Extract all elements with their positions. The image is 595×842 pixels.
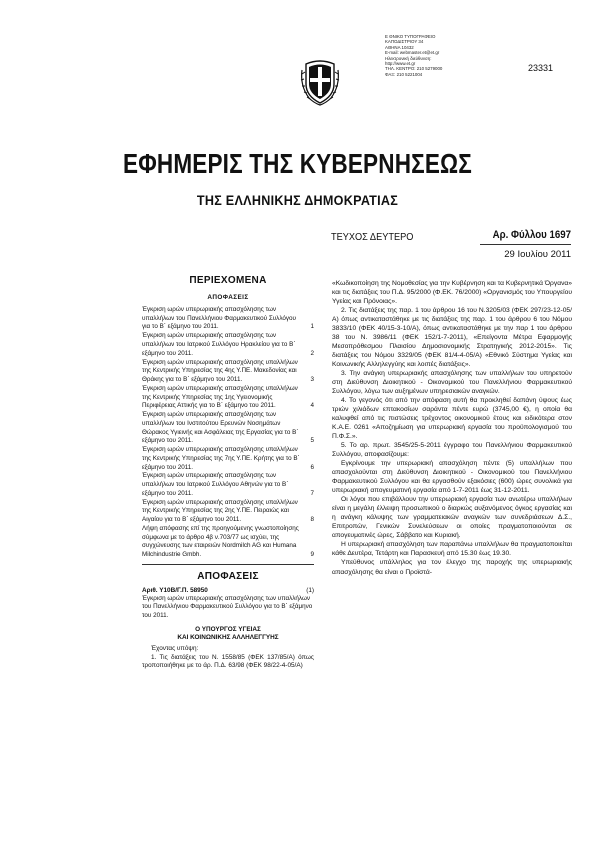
toc-item-page: 9 — [310, 551, 314, 559]
header-divider — [480, 244, 571, 245]
toc-item[interactable] — [142, 411, 314, 446]
body-paragraph: Υπεύθυνος υπάλληλος για τον έλεγχο της παροχής της υπερωριακής απασχόλησης θα είναι ο Προϊστά- — [332, 559, 572, 576]
publisher-line: ΦΑΞ: 210 5221004 — [385, 71, 423, 77]
toc-item[interactable] — [142, 472, 314, 498]
body-paragraph: 5. Το αρ. πρωτ. 3545/25-5-2011 έγγραφο του Πανελλήνιου Φαρμακευτικού Συλλόγου, αποφασίζουμε: — [332, 442, 572, 459]
right-column — [332, 279, 572, 577]
toc-item-page: 6 — [310, 463, 314, 471]
decision-reference — [142, 587, 314, 595]
having-regard: Έχοντας υπόψη: — [151, 645, 199, 653]
toc-item-text: Έγκριση ωρών υπερωριακής απασχόλησης των υπαλλήλων του Ινστιτούτου Ερευνών Νοσημάτων Θώρακος Υγιεινής και Ασφάλειας της Εργασίας για το Β΄ εξάμηνο του 2011. — [142, 411, 299, 445]
greek-coat-of-arms-icon — [299, 56, 341, 106]
authority-title — [142, 626, 314, 642]
toc-divider — [142, 564, 314, 565]
toc-title: ΠΕΡΙΕΧΟΜΕΝΑ — [189, 275, 267, 286]
body-paragraph: 3. Την ανάγκη υπερωριακής απασχόλησης των υπαλλήλων του υπηρετούν στη Διεύθυνση Διοικητικού - Οικονομικού του Πανελλήνιου Φαρμακευτικού Συλλόγου, λόγω των αυξημένων υπηρεσιακών αναγκών. — [332, 370, 572, 396]
toc-item-text: Έγκριση ωρών υπερωριακής απασχόλησης των υπαλλήλων του Ιατρικού Συλλόγου Αθηνών για το Β΄ εξάμηνο του 2011. — [142, 472, 289, 497]
toc-item-page: 3 — [310, 376, 314, 383]
toc-item[interactable] — [142, 499, 314, 525]
toc-item[interactable] — [142, 332, 314, 358]
toc-item-text: Έγκριση ωρών υπερωριακής απασχόλησης υπαλλήλων της Κεντρικής Υπηρεσίας της 2ης Υ.ΠΕ. Πειραιώς και Αιγαίου για το Β΄ εξάμηνο του 2011. — [142, 498, 298, 524]
body-paragraph: Εγκρίνουμε την υπερωριακή απασχόληση πέντε (5) υπαλλήλων που απασχολούνται στη Διεύθυνση Διοικητικού - Οικονομικού του Πανελλήνιου Φαρμακευτικού Συλλόγου και θα εργασθούν εξακόσιες (600) ώρες συνολικά για υπερωριακή απογευματινή εργασία από 1-7-2011 έως 31-12-2011. — [332, 460, 572, 495]
toc-item-text: Λήψη απόφασης επί της προηγούμενης γνωστοποίησης σύμφωνα με το άρθρο 4β ν.703/77 ως ισχύει, της συγχώνευσης των εταιρειών Nordmilch AG και Humana Milchindustrie Gmbh. — [142, 525, 299, 559]
publisher-line: http://www.et.gr — [385, 61, 416, 67]
toc-item-page: 5 — [310, 437, 314, 445]
publisher-line: ΑΘΗΝΑ 10432 — [385, 44, 414, 50]
toc-item[interactable] — [142, 306, 314, 332]
authority-line: ΚΑΙ ΚΟΙΝΩΝΙΚΗΣ ΑΛΛΗΛΕΓΓΥΗΣ — [177, 634, 279, 642]
publisher-box — [385, 34, 469, 77]
decision-ref-text: Αριθ. Υ10Β/Γ.Π. 58950 — [142, 586, 208, 594]
publisher-line: Ε-mail: webmaster.et@et.gr — [385, 50, 440, 56]
toc-item-text: Έγκριση ωρών υπερωριακής απασχόλησης των υπαλλήλων του Πανελλήνιου Φαρμακευτικού Συλλόγου για το Β΄ εξάμηνο του 2011. — [142, 306, 296, 331]
toc-item[interactable] — [142, 385, 314, 411]
gazette-title: ΕΦΗΜΕΡΙΣ ΤΗΣ ΚΥΒΕΡΝΗΣΕΩΣ — [122, 148, 473, 179]
page-number: 23331 — [528, 63, 554, 73]
sheet-number: Αρ. Φύλλου 1697 — [492, 229, 571, 241]
body-paragraph: 1. Τις διατάξεις του Ν. 1558/85 (ΦΕΚ 137/85/Α) όπως τροποποιήθηκε με το άρ. Π.Δ. 63/98 (ΦΕΚ 98/22-4-05/Α) — [142, 653, 314, 670]
gazette-subtitle: ΤΗΣ ΕΛΛΗΝΙΚΗΣ ΔΗΜΟΚΡΑΤΙΑΣ — [196, 192, 399, 208]
publisher-line: ΚΑΠΟΔΙΣΤΡΙΟΥ 34 — [385, 39, 424, 45]
issue-date: 29 Ιουλίου 2011 — [504, 249, 571, 260]
body-paragraph: 4. Το γεγονός ότι από την απόφαση αυτή θα προκληθεί δαπάνη ύψους έως τριών χιλιάδων επτακοσίων σαράντα πέντε ευρώ (3745,00 €), η οποία θα καλυφθεί από τις πιστώσεις τρέχοντος οικονομικού έτους και ειδικότερα στον Κ.Α.Ε. 0261 «Αποζημίωση για υπερωριακή εργασία του προϋπολογισμού του Π.Φ.Σ.». — [332, 397, 572, 441]
toc-item-text: Έγκριση ωρών υπερωριακής απασχόλησης υπαλλήλων της Κεντρικής Υπηρεσίας της 7ης Υ.ΠΕ. Κρήτης για το Β΄ εξάμηνο του 2011. — [142, 446, 300, 471]
left-column — [142, 275, 314, 671]
toc-item[interactable] — [142, 525, 314, 560]
publisher-line: Ε ΘΝΙΚΟ ΤΥΠΟΓΡΑΦΕΙΟ — [385, 34, 436, 39]
decision-ref-number: (1) — [306, 586, 314, 594]
toc-item-text: Έγκριση ωρών υπερωριακής απασχόλησης υπαλλήλων της Κεντρικής Υπηρεσίας της 1ης Υγειονομικής Περιφέρειας Αττικής για το Β΄ εξάμηνο του 2011. — [142, 384, 298, 410]
toc-item-text: Έγκριση ωρών υπερωριακής απασχόλησης των υπαλλήλων του Ιατρικού Συλλόγου Ηρακλείου για το Β΄ εξάμηνο του 2011. — [142, 332, 296, 357]
toc-item-text: Έγκριση ωρών υπερωριακής απασχόλησης υπαλλήλων της Κεντρικής Υπηρεσίας της 4ης Υ.ΠΕ. Μακεδονίας και Θράκης για το Β΄ εξάμηνο του 2011. — [142, 358, 298, 383]
publisher-line: Ηλεκτρονική διεύθυνση: — [385, 55, 432, 61]
toc-item-page: 1 — [310, 323, 314, 331]
authority-line: Ο ΥΠΟΥΡΓΟΣ ΥΓΕΙΑΣ — [195, 626, 261, 634]
publisher-line: ΤΗΛ. ΚΕΝΤΡΟ: 210 5279000 — [385, 66, 443, 72]
decisions-title: ΑΠΟΦΑΣΕΙΣ — [197, 570, 259, 582]
body-paragraph: Η υπερωριακή απασχόληση των παραπάνω υπαλλήλων θα πραγματοποιείται κάθε Δευτέρα, Τετάρτη και Παρασκευή από 15.30 έως 19.30. — [332, 541, 572, 558]
body-paragraph: «Κωδικοποίηση της Νομοθεσίας για την Κυβέρνηση και τα Κυβερνητικά Όργανα» και τις διατάξεις του Π.Δ. 95/2000 (Φ.ΕΚ. 76/2000) «Οργανισμός του Υπουργείου Υγείας και Πρόνοιας». — [332, 280, 572, 306]
toc-item-page: 2 — [310, 349, 314, 357]
toc-item[interactable] — [142, 446, 314, 472]
toc-item-page: 8 — [310, 516, 314, 524]
toc-subtitle: ΑΠΟΦΑΣΕΙΣ — [207, 294, 249, 301]
toc-item[interactable] — [142, 359, 314, 385]
toc-item-page: 7 — [310, 489, 314, 497]
body-paragraph: 2. Τις διατάξεις της παρ. 1 του άρθρου 16 του Ν.3205/03 (ΦΕΚ 297/23-12-05/Α) όπως αντικαταστάθηκε με τις διατάξεις της παρ. 1 του άρθρου 6 του Νόμου 3833/10 (ΦΕΚ 40/15-3-10/Α), όπως αντικαταστάθηκε με την παρ 1 του άρθρου 38 του Ν. 3986/11 (ΦΕΚ 152/1-7-2011), «Επείγοντα Μέτρα Εφαρμογής Μεσοπρόθεσμου Πλαισίου Δημοσιονομικής Στρατηγικής 2012-2015». Τις διατάξεις του Νόμου 3329/05 (ΦΕΚ 81/4-4-05/Α) «Εθνικό Σύστημα Υγείας και Κοινωνικής Αλληλεγγύης και λοιπές διατάξεις». — [332, 307, 572, 369]
issue-label: ΤΕΥΧΟΣ ΔΕΥΤΕΡΟ — [331, 232, 414, 243]
body-paragraph: Οι λόγοι που επιβάλλουν την υπερωριακή εργασία των ανωτέρω υπαλλήλων είναι η μεγάλη έλλειψη προσωπικού ο διαρκώς αυξανόμενος όγκος εργασίας και η ανάγκη κάλυψης των γραμματειακών αναγκών των συνεδριάσεων Δ.Σ., Επιτροπών, Γενικών Συνελεύσεων οι οποίες πραγματοποιούνται σε απογευματινές ώρες, Σάββατο και Κυριακή. — [332, 496, 572, 540]
decision-description: Έγκριση ωρών υπερωριακής απασχόλησης των υπαλλήλων του Πανελλήνιου Φαρμακευτικού Συλλόγου για το Β΄ εξάμηνο του 2011. — [142, 595, 313, 619]
toc-item-page: 4 — [310, 402, 314, 410]
